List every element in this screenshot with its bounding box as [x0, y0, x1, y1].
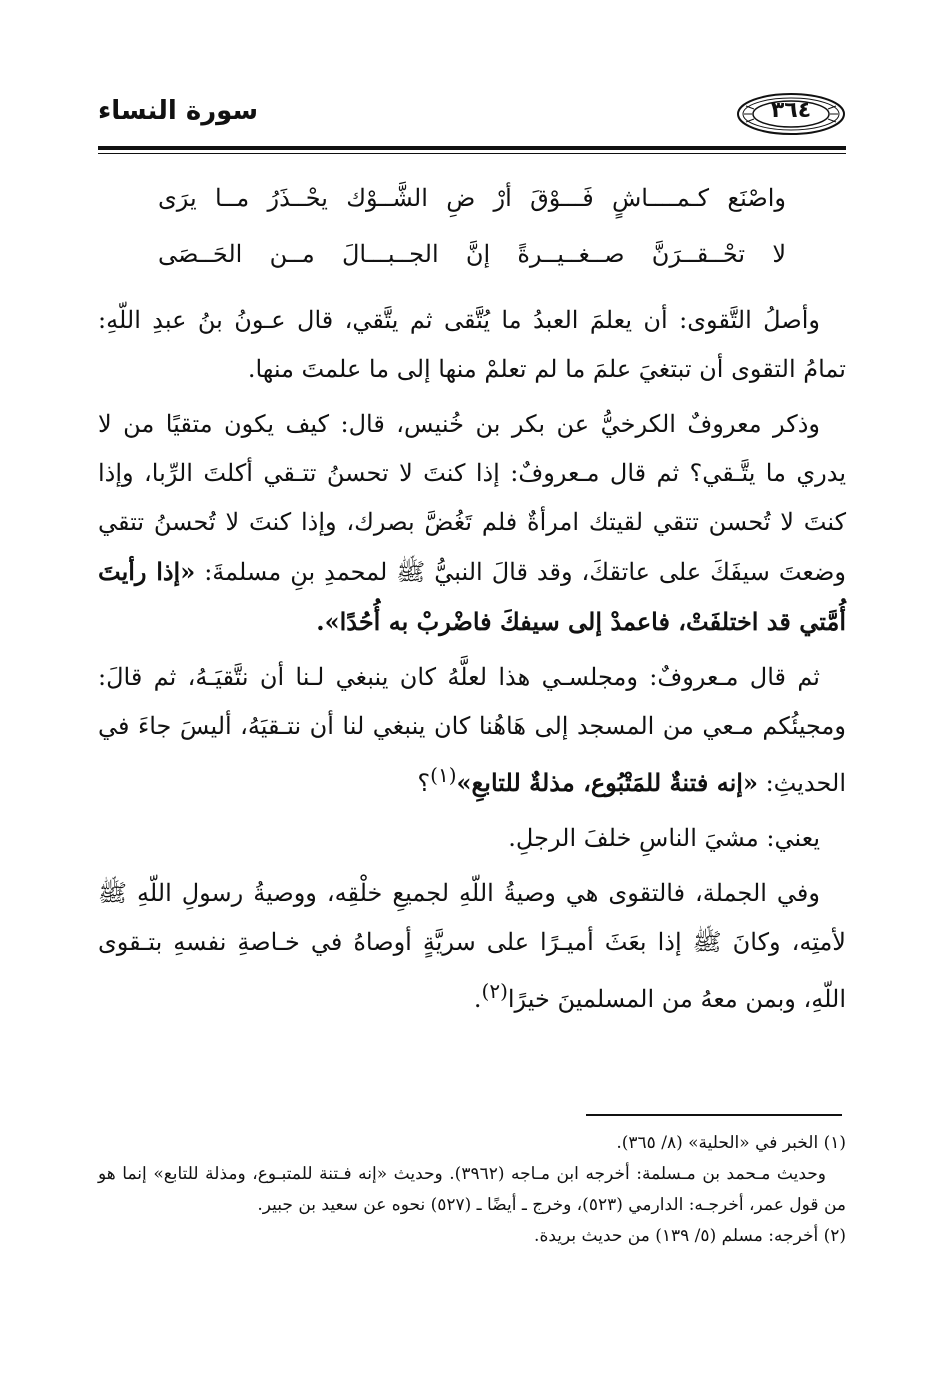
footnote-2: (٢) أخرجه: مسلم (٥/ ١٣٩) من حديث بريدة.: [534, 1226, 846, 1246]
paragraph-text: وذكر معروفٌ الكرخيُّ عن بكر بن خُنيس، قال: كيف يكون متقيًا من لا يدري ما يتَّـقي؟ ثم قال مـعروفٌ: إذا كنتَ لا تحسنُ تتـقي أكلتَ الرِّبا، وإذا كنتَ لا تُحسن تتقي لقيتك امرأةٌ فلم تَغُضَّ بصرك، وإذا كنتَ لا تُحسنُ تتقي وضعتَ سيفَكَ على عاتقكَ، وقد قالَ النبيُّ ﷺ لمحمدِ بنِ مسلمةَ:: [98, 410, 847, 586]
footnote-ref: (١): [430, 763, 457, 787]
page-number: ٣٦٤: [770, 98, 812, 123]
paragraph-explanation: يعني: مشيَ الناسِ خلفَ الرجلِ.: [508, 824, 820, 852]
footnote-ref: (٢): [481, 979, 508, 1003]
paragraph-conclusion: [98, 869, 846, 1024]
paragraph-text: وفي الجملة، فالتقوى هي وصيةُ اللّهِ لجميعِ خلْقِه، ووصيةُ رسولِ اللّهِ ﷺ لأمتِه، وكانَ ﷺ إذا بعَثَ أميـرًا على سريَّةٍ أوصاهُ في خـاصةِ نفسهِ بتـقوى اللّهِ، وبمن معهُ من المسلمينَ خيرًا: [98, 879, 846, 1013]
paragraph-text: ثم قال مـعروفٌ: ومجلسـي هذا لعلَّهُ كان ينبغي لـنا أن نتَّقيَـهُ، ثم قالَ: ومجيئُكم مـعي من المسجد إلى هَاهُنا كان ينبغي لنا أن نتـقيَهُ، أليسَ جاءَ في الحديثِ:: [98, 663, 846, 797]
header-rule-thin: [98, 153, 846, 154]
sura-title: سورة النساء: [98, 96, 259, 126]
paragraph-maruf-karkhi: [98, 400, 846, 647]
verse-line-2: لا تحْــقــرَنَّ صــغــيــرةً إنَّ الجــبـــالَ مــن الحَــصَى: [158, 240, 786, 268]
punctuation: ؟: [417, 769, 431, 797]
footnotes: [98, 1128, 846, 1252]
footnote-separator: [586, 1114, 842, 1116]
hadith-quote: «إذا رأيتَ أُمَّتي قد اختلفَتْ، فاعمدْ إلى سيفكَ فاضْربْ به أُحُدًا».: [98, 557, 846, 636]
footnote-1-continued: وحديث مـحمد بن مـسلمة: أخرجه ابن مـاجه (٣٩٦٢). وحديث «إنه فـتنة للمتبـوع، ومذلة للتابع» إنما هو من قول عمر، أخرجـه: الدارمي (٥٢٣)، وخرج ـ أيضًا ـ (٥٢٧) نحوه عن سعيد بن جبير.: [98, 1164, 846, 1215]
verse-line-1: واصْنَع كـمــــاشٍ فَـــوْقَ أرْ ضِ الشَّــوْك يحْــذَرُ مــا يرَى: [158, 184, 786, 212]
paragraph-taqwa-definition: وأصلُ التَّقوى: أن يعلمَ العبدُ ما يُتَّقى ثم يتَّقي، قال عـونُ بنُ عبدِ اللّهِ: تمامُ التقوى أن تبتغيَ علمَ ما لم تعلمْ منها إلى ما علمتَ منها.: [98, 306, 846, 383]
punctuation: .: [473, 985, 482, 1013]
paragraph-majlis: [98, 653, 846, 808]
page-number-badge: [736, 92, 846, 136]
page-header: [98, 92, 846, 142]
footnote-1: (١) الخبر في «الحلية» (٨/ ٣٦٥).: [616, 1133, 846, 1153]
header-rule-thick: [98, 146, 846, 150]
hadith-quote: «إنه فتنةٌ للمَتْبُوع، مذلةٌ للتابعِ»: [456, 768, 758, 797]
main-text: [98, 170, 846, 1024]
